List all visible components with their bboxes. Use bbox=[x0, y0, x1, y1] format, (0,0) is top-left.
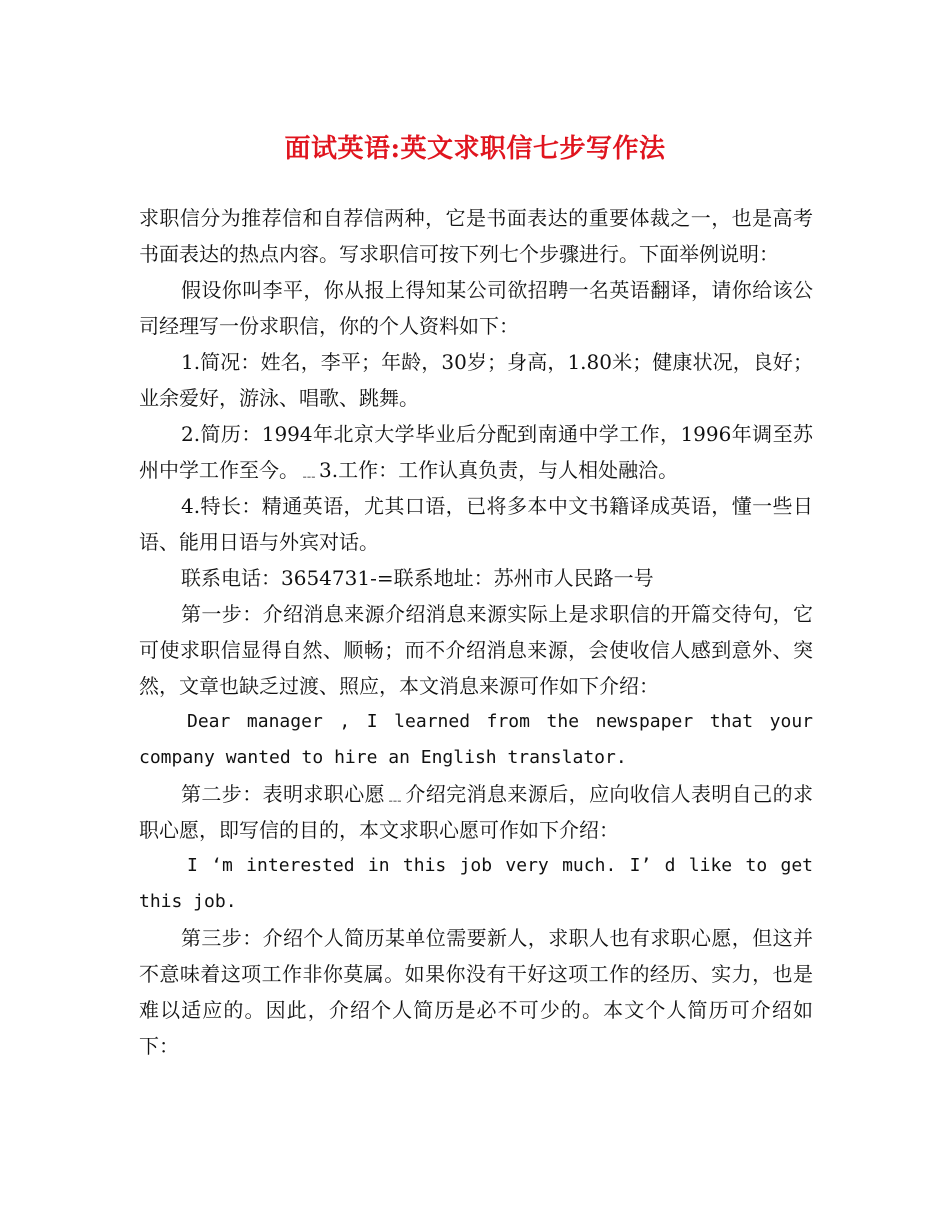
document-body bbox=[139, 200, 813, 1064]
step-2-english-example: I ‘m interested in this job very much. I’ d like to get this job. bbox=[139, 855, 813, 912]
profile-item-4: 4.特长：精通英语，尤其口语，已将多本中文书籍译成英语，懂一些日语、能用日语与外宾对话。 bbox=[139, 494, 813, 554]
scenario-paragraph: 假设你叫李平，你从报上得知某公司欲招聘一名英语翻译，请你给该公司经理写一份求职信，你的个人资料如下： bbox=[139, 278, 813, 338]
profile-item-1: 1.简况：姓名，李平；年龄，30岁；身高，1.80米；健康状况，良好；业余爱好，游泳、唱歌、跳舞。 bbox=[139, 350, 813, 410]
contact-info: 联系电话：3654731-=联系地址：苏州市人民路一号 bbox=[181, 566, 654, 590]
step-2-paragraph: 第二步：表明求职心愿﹍介绍完消息来源后，应向收信人表明自己的求职心愿，即写信的目的，本文求职心愿可作如下介绍： bbox=[139, 782, 813, 842]
document-title: 面试英语:英文求职信七步写作法 bbox=[284, 134, 666, 164]
step-3-paragraph: 第三步：介绍个人简历某单位需要新人，求职人也有求职心愿，但这并不意味着这项工作非你莫属。如果你没有干好这项工作的经历、实力，也是难以适应的。因此，介绍个人简历是必不可少的。本文个人简历可介绍如下： bbox=[139, 926, 813, 1058]
step-1-paragraph: 第一步：介绍消息来源介绍消息来源实际上是求职信的开篇交待句，它可使求职信显得自然、顺畅；而不介绍消息来源，会使收信人感到意外、突然，文章也缺乏过渡、照应，本文消息来源可作如下介绍： bbox=[139, 602, 813, 698]
profile-item-2-3: 2.简历：1994年北京大学毕业后分配到南通中学工作，1996年调至苏州中学工作至今。﹍3.工作：工作认真负责，与人相处融洽。 bbox=[139, 422, 813, 482]
intro-paragraph: 求职信分为推荐信和自荐信两种，它是书面表达的重要体裁之一，也是高考书面表达的热点内容。写求职信可按下列七个步骤进行。下面举例说明： bbox=[139, 206, 813, 266]
step-1-english-example: Dear manager , I learned from the newspaper that your company wanted to hire an English translator. bbox=[139, 711, 813, 768]
